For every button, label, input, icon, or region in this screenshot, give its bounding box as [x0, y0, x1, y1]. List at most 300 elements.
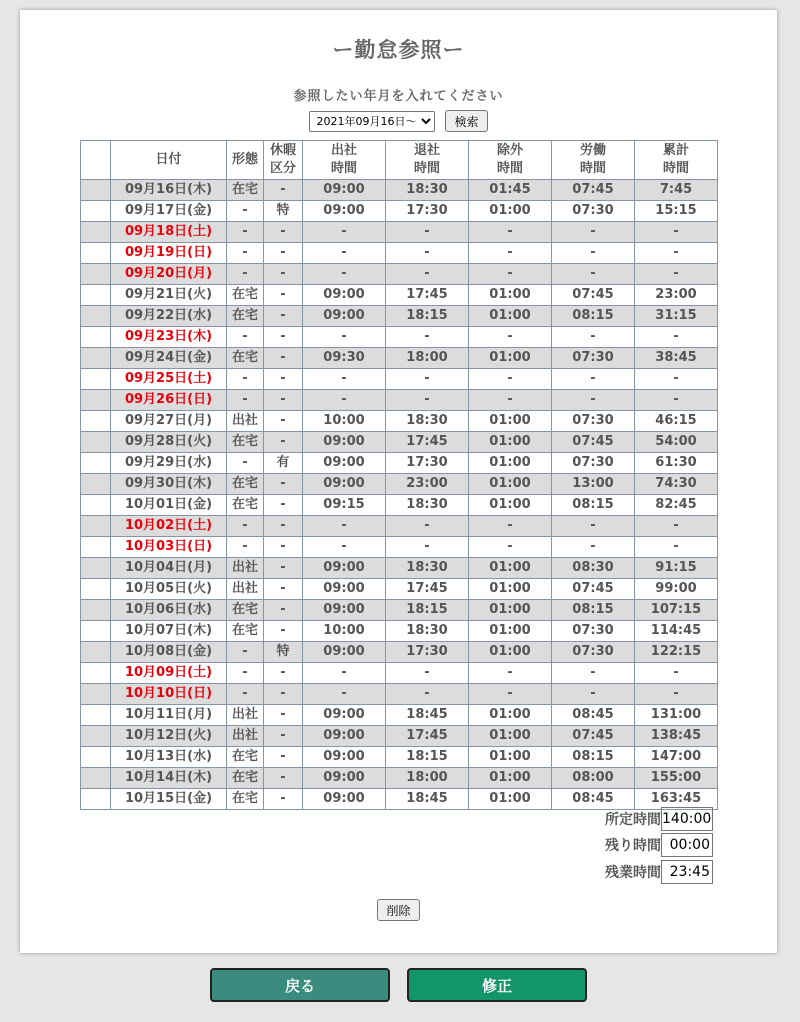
date-cell: 09月18日(土)	[111, 222, 227, 243]
delete-wrap	[20, 899, 777, 921]
excluded-cell: 01:00	[469, 621, 552, 642]
clock-out-cell: -	[386, 684, 469, 705]
clock-in-cell: 09:00	[303, 432, 386, 453]
header-cell: 形態	[227, 141, 264, 180]
search-button[interactable]: 検索	[445, 110, 487, 132]
cumulative-cell: 61:30	[635, 453, 718, 474]
row-marker-cell	[81, 579, 111, 600]
clock-in-cell: -	[303, 243, 386, 264]
row-marker-cell	[81, 453, 111, 474]
clock-in-cell: 09:00	[303, 306, 386, 327]
excluded-cell: 01:00	[469, 600, 552, 621]
row-marker-cell	[81, 768, 111, 789]
date-cell: 10月08日(金)	[111, 642, 227, 663]
work-type-cell: -	[227, 684, 264, 705]
leave-cell: -	[264, 558, 303, 579]
excluded-cell: 01:00	[469, 558, 552, 579]
date-cell: 10月04日(月)	[111, 558, 227, 579]
table-row	[81, 243, 718, 264]
date-cell: 10月07日(木)	[111, 621, 227, 642]
work-time-cell: -	[552, 516, 635, 537]
date-cell: 09月17日(金)	[111, 201, 227, 222]
clock-in-cell: -	[303, 390, 386, 411]
work-type-cell: 出社	[227, 705, 264, 726]
cumulative-cell: -	[635, 663, 718, 684]
table-row	[81, 516, 718, 537]
work-time-cell: -	[552, 264, 635, 285]
table-row	[81, 600, 718, 621]
work-time-cell: 07:30	[552, 348, 635, 369]
row-marker-cell	[81, 432, 111, 453]
work-time-cell: 08:15	[552, 747, 635, 768]
row-marker-cell	[81, 495, 111, 516]
clock-in-cell: 09:00	[303, 180, 386, 201]
row-marker-cell	[81, 327, 111, 348]
header-cell	[81, 141, 111, 180]
work-type-cell: 出社	[227, 558, 264, 579]
date-cell: 09月25日(土)	[111, 369, 227, 390]
leave-cell: 特	[264, 642, 303, 663]
cumulative-cell: 23:00	[635, 285, 718, 306]
clock-in-cell: -	[303, 369, 386, 390]
remaining-time-value: 00:00	[661, 833, 713, 857]
leave-cell: -	[264, 663, 303, 684]
excluded-cell: -	[469, 264, 552, 285]
row-marker-cell	[81, 411, 111, 432]
date-cell: 09月20日(月)	[111, 264, 227, 285]
work-type-cell: 在宅	[227, 747, 264, 768]
work-type-cell: 出社	[227, 411, 264, 432]
clock-out-cell: 17:45	[386, 579, 469, 600]
table-row	[81, 579, 718, 600]
excluded-cell: -	[469, 327, 552, 348]
leave-cell: -	[264, 243, 303, 264]
cumulative-cell: -	[635, 222, 718, 243]
clock-out-cell: 18:45	[386, 789, 469, 810]
table-row	[81, 663, 718, 684]
work-type-cell: 出社	[227, 579, 264, 600]
table-row	[81, 348, 718, 369]
work-type-cell: -	[227, 222, 264, 243]
clock-in-cell: 09:00	[303, 726, 386, 747]
date-cell: 09月24日(金)	[111, 348, 227, 369]
row-marker-cell	[81, 621, 111, 642]
leave-cell: -	[264, 348, 303, 369]
clock-in-cell: -	[303, 684, 386, 705]
work-time-cell: -	[552, 327, 635, 348]
date-cell: 09月27日(月)	[111, 411, 227, 432]
clock-in-cell: 09:00	[303, 579, 386, 600]
work-time-cell: 08:15	[552, 306, 635, 327]
clock-out-cell: 18:00	[386, 768, 469, 789]
date-cell: 10月02日(土)	[111, 516, 227, 537]
excluded-cell: 01:00	[469, 705, 552, 726]
work-time-cell: 07:45	[552, 180, 635, 201]
header-cell: 休暇 区分	[264, 141, 303, 180]
clock-in-cell: 09:00	[303, 285, 386, 306]
excluded-cell: -	[469, 663, 552, 684]
cumulative-cell: -	[635, 684, 718, 705]
cumulative-cell: 15:15	[635, 201, 718, 222]
date-cell: 10月13日(水)	[111, 747, 227, 768]
clock-out-cell: -	[386, 390, 469, 411]
excluded-cell: -	[469, 390, 552, 411]
row-marker-cell	[81, 516, 111, 537]
table-row	[81, 369, 718, 390]
overtime-label: 残業時間	[605, 865, 661, 881]
clock-in-cell: 09:00	[303, 201, 386, 222]
row-marker-cell	[81, 600, 111, 621]
clock-out-cell: 18:15	[386, 600, 469, 621]
excluded-cell: -	[469, 222, 552, 243]
work-time-cell: -	[552, 663, 635, 684]
work-time-cell: 08:45	[552, 705, 635, 726]
clock-out-cell: -	[386, 516, 469, 537]
header-cell: 退社 時間	[386, 141, 469, 180]
overtime-value: 23:45	[661, 860, 713, 884]
table-row	[81, 558, 718, 579]
header-cell: 出社 時間	[303, 141, 386, 180]
leave-cell: 特	[264, 201, 303, 222]
table-row	[81, 642, 718, 663]
clock-in-cell: -	[303, 516, 386, 537]
clock-out-cell: 18:30	[386, 180, 469, 201]
work-type-cell: 在宅	[227, 348, 264, 369]
date-cell: 09月16日(木)	[111, 180, 227, 201]
cumulative-cell: 46:15	[635, 411, 718, 432]
leave-cell: -	[264, 495, 303, 516]
date-cell: 09月19日(日)	[111, 243, 227, 264]
row-marker-cell	[81, 369, 111, 390]
clock-out-cell: -	[386, 327, 469, 348]
work-time-cell: 07:30	[552, 642, 635, 663]
remaining-time-label: 残り時間	[605, 838, 661, 854]
cumulative-cell: -	[635, 537, 718, 558]
clock-in-cell: -	[303, 222, 386, 243]
leave-cell: -	[264, 390, 303, 411]
scheduled-time-label: 所定時間	[605, 812, 661, 828]
work-type-cell: 在宅	[227, 621, 264, 642]
leave-cell: -	[264, 264, 303, 285]
excluded-cell: 01:00	[469, 768, 552, 789]
clock-out-cell: 17:45	[386, 285, 469, 306]
work-time-cell: -	[552, 369, 635, 390]
excluded-cell: 01:00	[469, 642, 552, 663]
row-marker-cell	[81, 705, 111, 726]
cumulative-cell: -	[635, 327, 718, 348]
leave-cell: -	[264, 600, 303, 621]
row-marker-cell	[81, 558, 111, 579]
row-marker-cell	[81, 306, 111, 327]
date-cell: 09月21日(火)	[111, 285, 227, 306]
excluded-cell: -	[469, 369, 552, 390]
clock-in-cell: 09:00	[303, 747, 386, 768]
excluded-cell: 01:00	[469, 453, 552, 474]
work-type-cell: 在宅	[227, 180, 264, 201]
header-cell: 日付	[111, 141, 227, 180]
work-time-cell: 07:30	[552, 411, 635, 432]
clock-in-cell: 09:00	[303, 768, 386, 789]
leave-cell: -	[264, 516, 303, 537]
cumulative-cell: 114:45	[635, 621, 718, 642]
leave-cell: -	[264, 768, 303, 789]
scheduled-time-row	[605, 807, 713, 831]
row-marker-cell	[81, 201, 111, 222]
table-body	[81, 180, 718, 810]
clock-out-cell: -	[386, 243, 469, 264]
cumulative-cell: 31:15	[635, 306, 718, 327]
row-marker-cell	[81, 348, 111, 369]
clock-out-cell: 17:30	[386, 642, 469, 663]
work-type-cell: -	[227, 369, 264, 390]
clock-out-cell: 18:15	[386, 747, 469, 768]
cumulative-cell: 91:15	[635, 558, 718, 579]
work-type-cell: 在宅	[227, 432, 264, 453]
leave-cell: -	[264, 789, 303, 810]
excluded-cell: 01:00	[469, 726, 552, 747]
clock-in-cell: 09:00	[303, 558, 386, 579]
excluded-cell: 01:45	[469, 180, 552, 201]
leave-cell: -	[264, 747, 303, 768]
table-header-row	[81, 141, 718, 180]
excluded-cell: 01:00	[469, 306, 552, 327]
work-time-cell: -	[552, 243, 635, 264]
excluded-cell: -	[469, 516, 552, 537]
work-type-cell: -	[227, 243, 264, 264]
row-marker-cell	[81, 663, 111, 684]
clock-out-cell: -	[386, 663, 469, 684]
clock-in-cell: -	[303, 663, 386, 684]
date-cell: 09月28日(火)	[111, 432, 227, 453]
edit-button[interactable]: 修正	[407, 968, 587, 1002]
row-marker-cell	[81, 537, 111, 558]
work-type-cell: 出社	[227, 726, 264, 747]
table-row	[81, 390, 718, 411]
row-marker-cell	[81, 789, 111, 810]
cumulative-cell: -	[635, 369, 718, 390]
work-type-cell: 在宅	[227, 495, 264, 516]
clock-in-cell: 09:00	[303, 600, 386, 621]
leave-cell: -	[264, 432, 303, 453]
cumulative-cell: 82:45	[635, 495, 718, 516]
leave-cell: -	[264, 369, 303, 390]
cumulative-cell: 7:45	[635, 180, 718, 201]
leave-cell: -	[264, 222, 303, 243]
leave-cell: -	[264, 327, 303, 348]
row-marker-cell	[81, 243, 111, 264]
excluded-cell: -	[469, 243, 552, 264]
clock-out-cell: 17:45	[386, 432, 469, 453]
date-cell: 09月23日(木)	[111, 327, 227, 348]
clock-out-cell: -	[386, 222, 469, 243]
work-time-cell: 07:45	[552, 579, 635, 600]
excluded-cell: 01:00	[469, 432, 552, 453]
excluded-cell: 01:00	[469, 747, 552, 768]
cumulative-cell: 131:00	[635, 705, 718, 726]
leave-cell: -	[264, 621, 303, 642]
date-cell: 10月10日(日)	[111, 684, 227, 705]
work-time-cell: 08:45	[552, 789, 635, 810]
work-time-cell: 13:00	[552, 474, 635, 495]
work-type-cell: -	[227, 642, 264, 663]
cumulative-cell: 99:00	[635, 579, 718, 600]
row-marker-cell	[81, 726, 111, 747]
leave-cell: -	[264, 579, 303, 600]
row-marker-cell	[81, 642, 111, 663]
table-row	[81, 327, 718, 348]
page-title: ー勤怠参照ー	[332, 38, 465, 62]
leave-cell: -	[264, 474, 303, 495]
clock-in-cell: 09:00	[303, 453, 386, 474]
table-row	[81, 747, 718, 768]
table-row	[81, 495, 718, 516]
table-row	[81, 453, 718, 474]
work-time-cell: 08:15	[552, 600, 635, 621]
attendance-table	[80, 140, 718, 810]
work-type-cell: -	[227, 537, 264, 558]
work-time-cell: 07:45	[552, 726, 635, 747]
row-marker-cell	[81, 747, 111, 768]
header-cell: 累計 時間	[635, 141, 718, 180]
excluded-cell: 01:00	[469, 789, 552, 810]
work-type-cell: 在宅	[227, 789, 264, 810]
table-row	[81, 621, 718, 642]
cumulative-cell: 155:00	[635, 768, 718, 789]
work-type-cell: 在宅	[227, 600, 264, 621]
cumulative-cell: -	[635, 516, 718, 537]
table-row	[81, 705, 718, 726]
table-row	[81, 684, 718, 705]
cumulative-cell: 54:00	[635, 432, 718, 453]
row-marker-cell	[81, 222, 111, 243]
excluded-cell: 01:00	[469, 579, 552, 600]
row-marker-cell	[81, 180, 111, 201]
work-type-cell: 在宅	[227, 474, 264, 495]
instruction-text: 参照したい年月を入れてください	[293, 89, 504, 104]
remaining-time-row	[605, 833, 713, 857]
table-row	[81, 474, 718, 495]
clock-out-cell: -	[386, 369, 469, 390]
clock-out-cell: 18:30	[386, 495, 469, 516]
date-cell: 09月26日(日)	[111, 390, 227, 411]
excluded-cell: 01:00	[469, 348, 552, 369]
clock-out-cell: 18:30	[386, 411, 469, 432]
date-cell: 10月03日(日)	[111, 537, 227, 558]
delete-button[interactable]: 削除	[377, 899, 419, 921]
cumulative-cell: -	[635, 390, 718, 411]
excluded-cell: 01:00	[469, 201, 552, 222]
leave-cell: -	[264, 726, 303, 747]
work-type-cell: -	[227, 264, 264, 285]
period-select[interactable]	[309, 111, 435, 132]
work-time-cell: 08:00	[552, 768, 635, 789]
work-time-cell: -	[552, 222, 635, 243]
cumulative-cell: 163:45	[635, 789, 718, 810]
search-row	[20, 110, 777, 132]
header-cell: 労働 時間	[552, 141, 635, 180]
date-cell: 10月12日(火)	[111, 726, 227, 747]
clock-out-cell: 17:30	[386, 453, 469, 474]
date-cell: 10月11日(月)	[111, 705, 227, 726]
overtime-row	[605, 860, 713, 884]
excluded-cell: 01:00	[469, 495, 552, 516]
date-cell: 10月15日(金)	[111, 789, 227, 810]
header-cell: 除外 時間	[469, 141, 552, 180]
row-marker-cell	[81, 390, 111, 411]
leave-cell: -	[264, 684, 303, 705]
work-type-cell: 在宅	[227, 285, 264, 306]
excluded-cell: 01:00	[469, 285, 552, 306]
clock-in-cell: 10:00	[303, 621, 386, 642]
clock-out-cell: 23:00	[386, 474, 469, 495]
leave-cell: 有	[264, 453, 303, 474]
clock-out-cell: -	[386, 537, 469, 558]
work-type-cell: -	[227, 327, 264, 348]
cumulative-cell: 107:15	[635, 600, 718, 621]
row-marker-cell	[81, 264, 111, 285]
clock-in-cell: 09:15	[303, 495, 386, 516]
table-row	[81, 285, 718, 306]
work-type-cell: 在宅	[227, 306, 264, 327]
excluded-cell: -	[469, 537, 552, 558]
work-time-cell: 07:30	[552, 453, 635, 474]
date-cell: 09月22日(水)	[111, 306, 227, 327]
work-time-cell: 07:45	[552, 432, 635, 453]
date-cell: 10月05日(火)	[111, 579, 227, 600]
clock-in-cell: 09:00	[303, 789, 386, 810]
work-time-cell: 07:30	[552, 201, 635, 222]
cumulative-cell: -	[635, 243, 718, 264]
cumulative-cell: 138:45	[635, 726, 718, 747]
cumulative-cell: 122:15	[635, 642, 718, 663]
date-cell: 10月09日(土)	[111, 663, 227, 684]
clock-in-cell: 09:00	[303, 474, 386, 495]
clock-in-cell: -	[303, 327, 386, 348]
work-time-cell: -	[552, 684, 635, 705]
clock-in-cell: 10:00	[303, 411, 386, 432]
row-marker-cell	[81, 285, 111, 306]
date-cell: 10月14日(木)	[111, 768, 227, 789]
date-cell: 09月29日(水)	[111, 453, 227, 474]
work-type-cell: -	[227, 453, 264, 474]
table-row	[81, 432, 718, 453]
clock-out-cell: -	[386, 264, 469, 285]
work-type-cell: -	[227, 663, 264, 684]
row-marker-cell	[81, 684, 111, 705]
clock-out-cell: 18:15	[386, 306, 469, 327]
work-time-cell: 08:30	[552, 558, 635, 579]
clock-in-cell: 09:30	[303, 348, 386, 369]
work-time-cell: 08:15	[552, 495, 635, 516]
table-row	[81, 180, 718, 201]
work-time-cell: 07:45	[552, 285, 635, 306]
work-time-cell: 07:30	[552, 621, 635, 642]
date-cell: 10月01日(金)	[111, 495, 227, 516]
leave-cell: -	[264, 180, 303, 201]
table-row	[81, 201, 718, 222]
table-row	[81, 306, 718, 327]
clock-out-cell: 18:30	[386, 621, 469, 642]
clock-in-cell: -	[303, 264, 386, 285]
table-row	[81, 726, 718, 747]
work-type-cell: -	[227, 516, 264, 537]
date-cell: 09月30日(木)	[111, 474, 227, 495]
clock-in-cell: 09:00	[303, 642, 386, 663]
back-button[interactable]: 戻る	[210, 968, 390, 1002]
clock-in-cell: -	[303, 537, 386, 558]
excluded-cell: 01:00	[469, 474, 552, 495]
clock-in-cell: 09:00	[303, 705, 386, 726]
